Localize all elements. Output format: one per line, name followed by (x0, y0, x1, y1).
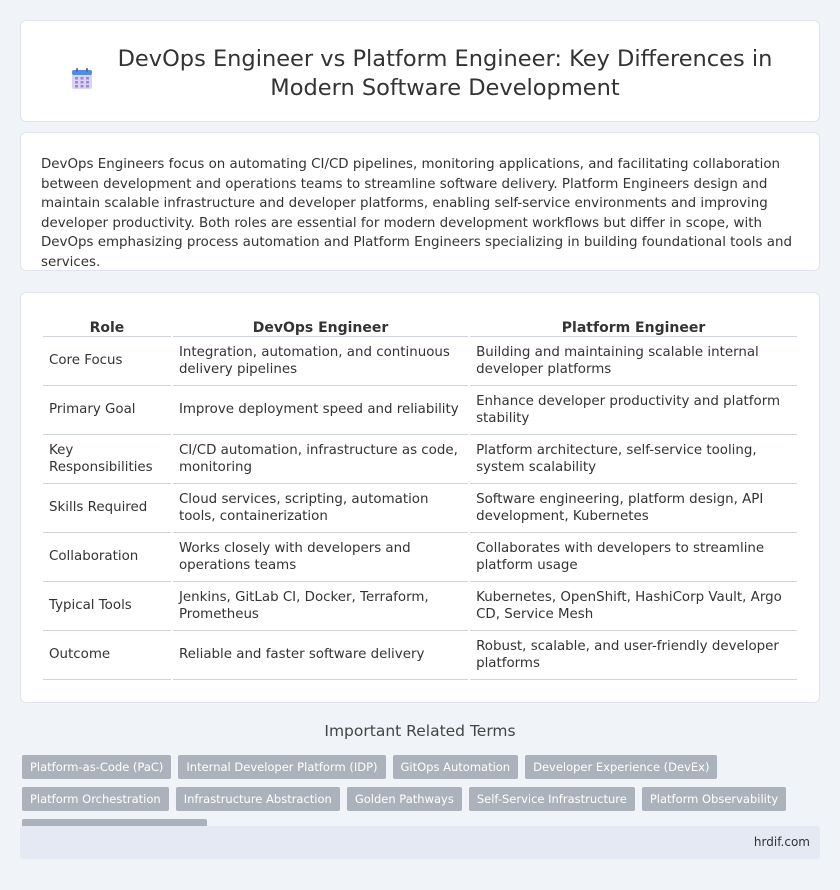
summary-paragraph: DevOps Engineers focus on automating CI/CD pipelines, monitoring applications, and facilitating collaboration between development and operations teams to streamline software delivery. Platform Engineers design and maintain scalable infrastructure and developer platforms, enabling self-service environments and improving developer productivity. Both roles are essential for modern development workflows but differ in scope, with DevOps emphasizing process automation and Platform Engineers specializing in building foundational tools and services. (41, 157, 792, 270)
related-term-tag[interactable]: Golden Pathways (347, 787, 462, 811)
related-term-tag[interactable]: Platform Orchestration (22, 787, 169, 811)
table-row (43, 337, 797, 386)
related-term-tag[interactable]: Internal Developer Platform (IDP) (178, 755, 385, 779)
site-link[interactable]: hrdif.com (753, 835, 810, 849)
platform-cell: Building and maintaining scalable internal developer platforms (470, 337, 797, 386)
row-label: Core Focus (43, 337, 171, 386)
devops-cell: Jenkins, GitLab CI, Docker, Terraform, Prometheus (173, 582, 468, 631)
related-terms-title: Important Related Terms (324, 722, 516, 740)
comparison-table (41, 315, 799, 680)
platform-cell: Collaborates with developers to streamline platform usage (470, 533, 797, 582)
related-term-tag[interactable]: Infrastructure Abstraction (176, 787, 340, 811)
row-label: Typical Tools (43, 582, 171, 631)
row-label: Key Responsibilities (43, 435, 171, 484)
platform-cell: Kubernetes, OpenShift, HashiCorp Vault, Argo CD, Service Mesh (470, 582, 797, 631)
table-row (43, 631, 797, 680)
related-term-tag[interactable]: Self-Service Infrastructure (469, 787, 635, 811)
table-row (43, 386, 797, 435)
devops-cell: Cloud services, scripting, automation tools, containerization (173, 484, 468, 533)
devops-cell: Reliable and faster software delivery (173, 631, 468, 680)
devops-cell: Integration, automation, and continuous delivery pipelines (173, 337, 468, 386)
page-title: DevOps Engineer vs Platform Engineer: Key Differences in Modern Software Development (117, 46, 773, 101)
related-term-tag[interactable]: Developer Experience (DevEx) (525, 755, 717, 779)
table-row (43, 484, 797, 533)
platform-cell: Enhance developer productivity and platform stability (470, 386, 797, 435)
devops-cell: Improve deployment speed and reliability (173, 386, 468, 435)
devops-cell: CI/CD automation, infrastructure as code, monitoring (173, 435, 468, 484)
platform-cell: Robust, scalable, and user-friendly developer platforms (470, 631, 797, 680)
header-platform: Platform Engineer (470, 315, 797, 337)
related-term-tag[interactable]: Platform-as-Code (PaC) (22, 755, 171, 779)
table-header-row (43, 315, 797, 337)
platform-cell: Software engineering, platform design, API development, Kubernetes (470, 484, 797, 533)
comparison-card (20, 292, 820, 703)
footer (20, 826, 820, 859)
header-role: Role (43, 315, 171, 337)
table-row (43, 582, 797, 631)
table-row (43, 435, 797, 484)
row-label: Skills Required (43, 484, 171, 533)
related-term-tag[interactable]: Platform Observability (642, 787, 786, 811)
row-label: Outcome (43, 631, 171, 680)
platform-cell: Platform architecture, self-service tooling, system scalability (470, 435, 797, 484)
summary-card (20, 132, 820, 271)
devops-cell: Works closely with developers and operations teams (173, 533, 468, 582)
row-label: Collaboration (43, 533, 171, 582)
header-devops: DevOps Engineer (173, 315, 468, 337)
related-term-tag[interactable]: GitOps Automation (393, 755, 519, 779)
table-row (43, 533, 797, 582)
row-label: Primary Goal (43, 386, 171, 435)
title-card (20, 20, 820, 122)
